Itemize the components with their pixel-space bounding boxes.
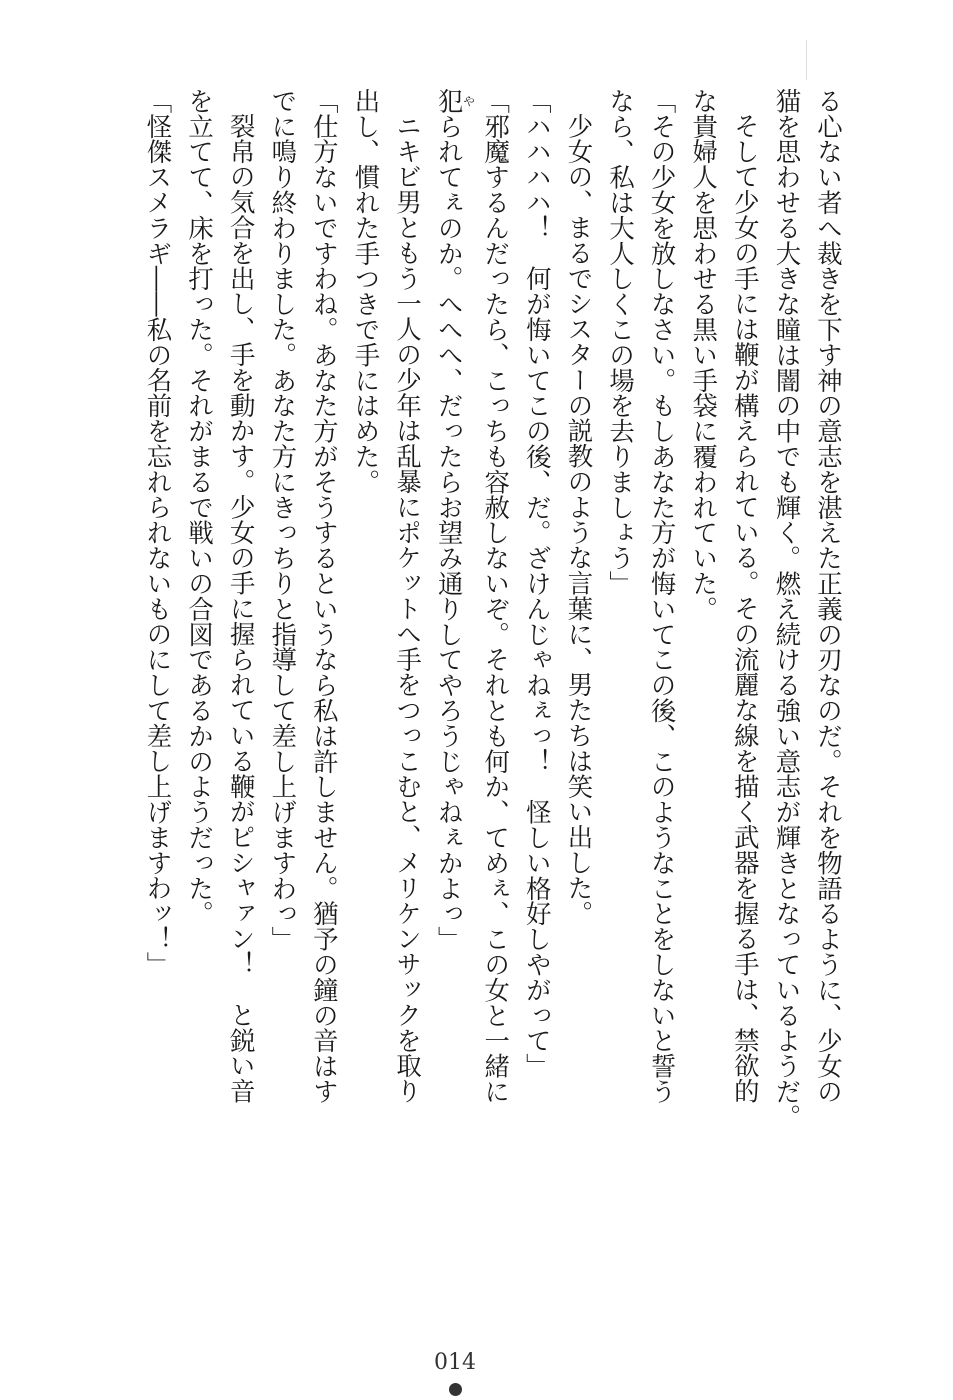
text-line: 「ハハハハ！ 何が悔いてこの後、だ。ざけんじゃねぇっ！ 怪しい格好しやがって」	[522, 88, 553, 1079]
ruby-word	[434, 88, 476, 114]
page-dot-mark	[449, 1383, 462, 1396]
text-line: なら、私は大人しくこの場を去りましょう」	[606, 88, 637, 596]
ruby-reading: や	[461, 88, 476, 114]
crop-mark	[806, 40, 807, 80]
page-number: 014	[434, 1350, 476, 1375]
text-line: 裂帛の気合を出し、手を動かす。少女の手に握られている鞭がピシャァン！ と鋭い音	[226, 113, 257, 1104]
text-line: でに鳴り終わりました。あなた方にきっちりと指導して差し上げますわっ」	[268, 88, 299, 952]
text-line	[428, 88, 475, 1118]
text-line: 「邪魔するんだったら、こっちも容赦しないぞ。それとも何か、てめぇ、この女と一緒に	[481, 88, 512, 1104]
text-line: ニキビ男ともう一人の少年は乱暴にポケットへ手をつっこむと、メリケンサックを取り	[393, 113, 424, 1104]
text-line-rest: られてぇのか。へへへ、だったらお望み通りしてやろうじゃねぇかよっ」	[434, 113, 465, 952]
text-line: 「怪傑スメラギ――私の名前を忘れられないものにして差し上げますわッ！」	[143, 88, 174, 977]
body-text	[137, 88, 849, 1130]
text-line: 出し、慣れた手つきで手にはめた。	[351, 88, 382, 495]
text-line: 「その少女を放しなさい。もしあなた方が悔いてこの後、このようなことをしないと誓う	[647, 88, 678, 1104]
text-line: を立てて、床を打った。それがまるで戦いの合図であるかのようだった。	[185, 88, 216, 927]
text-line: 猫を思わせる大きな瞳は闇の中でも輝く。燃え続ける強い意志が輝きとなっているようだ。	[772, 88, 803, 1130]
ruby-base: 犯	[434, 88, 465, 114]
text-line: る心ない者へ裁きを下す神の意志を湛えた正義の刃なのだ。それを物語るように、少女の	[814, 88, 844, 1104]
text-line: 「仕方ないですわね。あなた方がそうするというなら私は許しません。猶予の鐘の音はす	[309, 88, 340, 1104]
text-line: そして少女の手には鞭が構えられている。その流麗な線を描く武器を握る手は、禁欲的	[730, 113, 761, 1104]
text-line: な貴婦人を思わせる黒い手袋に覆われていた。	[689, 88, 720, 622]
text-line: 少女の、まるでシスターの説教のような言葉に、男たちは笑い出した。	[564, 113, 595, 927]
